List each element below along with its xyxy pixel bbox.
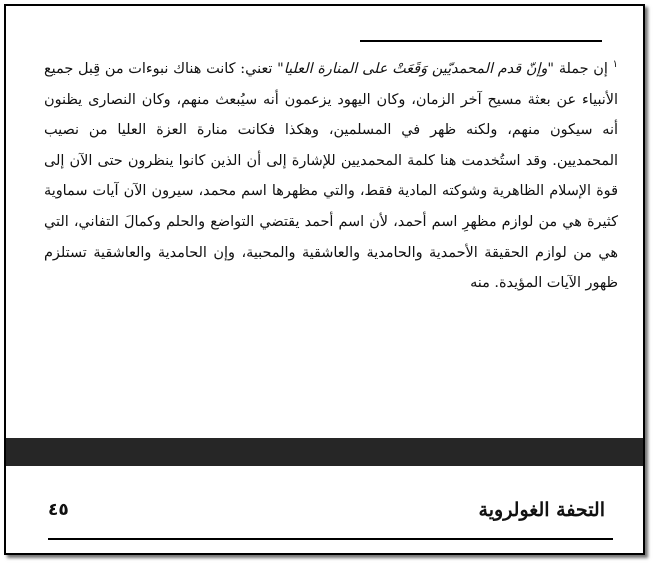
book-title: التحفة الغولروية: [478, 499, 605, 521]
document-page: [4, 4, 645, 555]
footer-band: [6, 438, 643, 466]
footnote-body: تعني: كانت هناك نبوءات من قِبل جميع الأنبياء عن بعثة مسيح آخر الزمان، وكان اليهود يزعمون أنه سيُبعث منهم، وكان النصارى يظنون أنه سيكون منهم، ولكنه ظهر في المسلمين، وهكذا فكانت منارة العزة العليا من نصيب المحمديين. وقد استُخدمت هنا كلمة المحمديين للإشارة إلى أن الذين كانوا ينظرون حتى الآن إلى قوة الإسلام الظاهرية وشوكته المادية فقط، والتي مظهرها اسم محمد، سيرون الآن آيات سماوية كثيرة هي من لوازم مظهرِ اسم أحمد، لأن اسم أحمد يقتضي التواضع والحلم وكمالَ التفاني، التي هي من لوازم الحقيقة الأحمدية والحامدية والعاشقية والمحبية، وإن الحامدية والعاشقية تستلزم ظهور الآيات المؤيدة. منه: [44, 61, 618, 292]
page-number: ٤٥: [48, 500, 69, 520]
footnote: [44, 54, 618, 299]
footnote-separator-rule: [360, 40, 602, 42]
footnote-marker: ١: [612, 59, 618, 71]
footer-rule: [48, 538, 613, 540]
footnote-quote: "وإنّ قدم المحمديّين وَقَعَتْ على المنارة العليا": [277, 61, 555, 77]
footnote-intro: إن جملة: [558, 61, 608, 77]
